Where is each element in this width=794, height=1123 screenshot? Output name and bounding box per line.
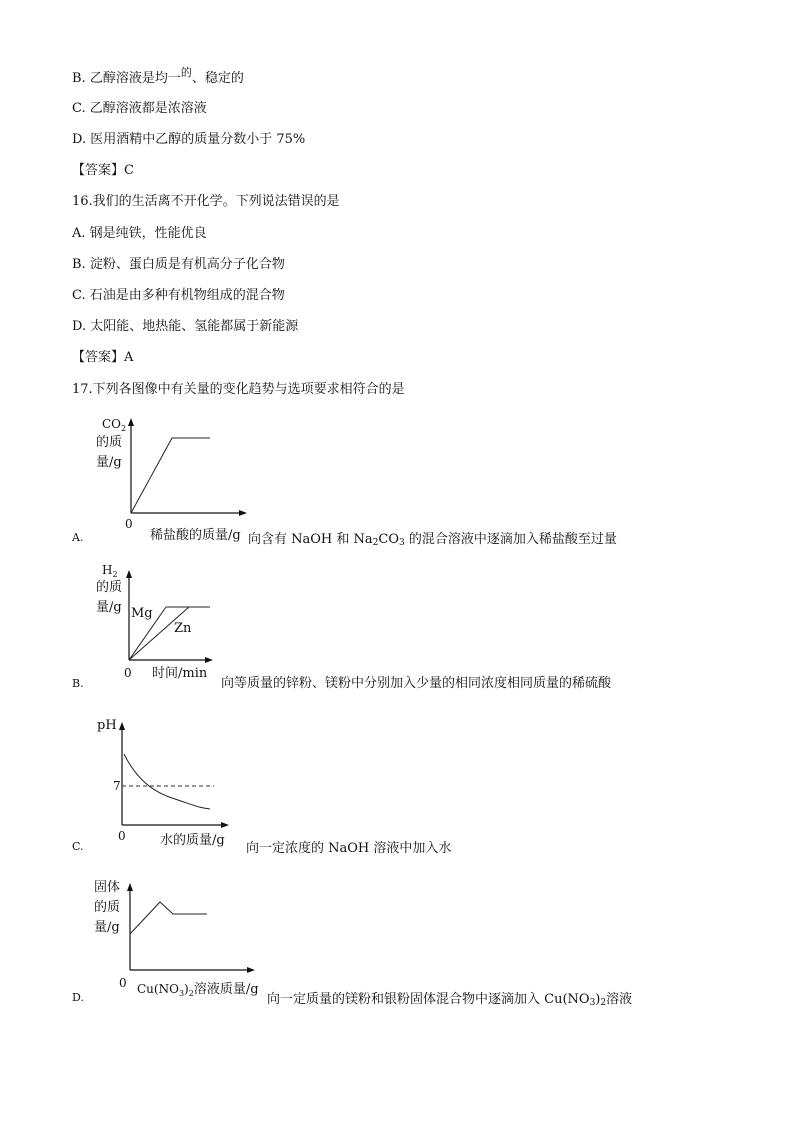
graph-c-ylabel: pH xyxy=(97,718,117,733)
graph-c-xlabel: 水的质量/g xyxy=(160,833,225,848)
q17-option-d-desc-text: 向一定质量的镁粉和银粉固体混合物中逐滴加入 Cu(NO xyxy=(267,992,590,1007)
q15-option-d: D. 医用酒精中乙醇的质量分数小于 75% xyxy=(72,132,306,147)
graph-c-origin: 0 xyxy=(118,829,126,843)
graph-b-origin: 0 xyxy=(124,666,132,680)
graph-b-y-arrow xyxy=(126,570,132,578)
graph-a-ylabel-1: $CO_2$ xyxy=(102,417,127,433)
graph-a-curve xyxy=(131,438,210,513)
graph-b-xlabel: 时间/min xyxy=(152,666,208,681)
graph-d-curve xyxy=(130,902,207,934)
q17-option-d-desc xyxy=(267,988,632,1008)
graph-d-ylabel-2: 的质 xyxy=(94,900,121,915)
q17-option-b-letter: B. xyxy=(72,677,84,690)
q15-option-c: C. 乙醇溶液都是浓溶液 xyxy=(72,101,207,116)
q15-option-b-text-end: 、稳定的 xyxy=(191,71,244,86)
graph-d-y-arrow xyxy=(127,883,133,891)
q17-option-d-desc-sub: 3 xyxy=(589,998,596,1008)
graph-d-ylabel-3: 量/g xyxy=(94,920,120,935)
q16-stem: 16.我们的生活离不开化学。下列说法错误的是 xyxy=(72,194,340,209)
q17-option-d-desc-paren: ) xyxy=(595,992,601,1007)
graph-a-ylabel-2: 的质 xyxy=(96,435,123,450)
graph-d-ylabel-1: 固体 xyxy=(94,880,121,895)
graph-c-x-arrow xyxy=(221,822,229,828)
q17-graph-d xyxy=(90,875,270,1005)
q15-option-b-text: B. 乙醇溶液是均一 xyxy=(72,71,181,86)
q17-option-a-desc-sub2: 3 xyxy=(399,538,405,548)
graph-d-x-arrow xyxy=(247,967,255,973)
q17-option-b-desc: 向等质量的锌粉、镁粉中分别加入少量的相同浓度相同质量的稀硫酸 xyxy=(221,676,612,691)
q17-option-d-desc-end: 溶液 xyxy=(606,992,633,1007)
q17-option-c-letter: C. xyxy=(72,840,84,853)
q16-option-b: B. 淀粉、蛋白质是有机高分子化合物 xyxy=(72,257,285,272)
q16-option-d: D. 太阳能、地热能、氢能都属于新能源 xyxy=(72,319,299,334)
graph-d-origin: 0 xyxy=(119,976,127,990)
q17-option-d-letter: D. xyxy=(72,991,84,1004)
q15-option-b xyxy=(72,66,244,88)
q17-option-a-desc-text: 向含有 NaOH 和 Na xyxy=(248,532,373,547)
q16-answer: 【答案】A xyxy=(72,350,134,365)
q17-option-a-desc xyxy=(248,528,617,548)
graph-b-series-zn: Zn xyxy=(174,621,192,636)
graph-d-xlabel: $Cu(NO_3)_2$溶液质量/g xyxy=(137,982,259,998)
graph-b-x-arrow xyxy=(205,657,213,663)
graph-a-origin: 0 xyxy=(125,517,133,531)
q15-answer: 【答案】C xyxy=(72,163,134,178)
graph-c-y-arrow xyxy=(119,722,125,730)
q17-option-a-desc-sub: 2 xyxy=(372,538,379,548)
graph-b-ylabel-3: 量/g xyxy=(96,600,122,615)
graph-a-xlabel: 稀盐酸的质量/g xyxy=(150,528,241,543)
graph-b-ylabel-2: 的质 xyxy=(96,580,123,595)
q17-option-a-desc-end: 的混合溶液中逐滴加入稀盐酸至过量 xyxy=(404,532,617,547)
q17-graph-a xyxy=(90,410,255,545)
q17-option-d-desc-sub2: 2 xyxy=(600,998,607,1008)
q17-stem: 17.下列各图像中有关量的变化趋势与选项要求相符合的是 xyxy=(72,382,405,397)
q17-option-a-desc-mid: CO xyxy=(378,532,399,547)
q16-option-c: C. 石油是由多种有机物组成的混合物 xyxy=(72,288,285,303)
graph-a-x-arrow xyxy=(239,510,247,516)
q17-option-a-letter: A. xyxy=(72,531,84,544)
q17-option-c-desc: 向一定浓度的 NaOH 溶液中加入水 xyxy=(246,841,452,856)
graph-a-ylabel-3: 量/g xyxy=(96,455,122,470)
graph-c-curve xyxy=(124,754,210,809)
q17-graph-c xyxy=(90,712,240,852)
q16-option-a: A. 钢是纯铁，性能优良 xyxy=(72,226,207,241)
graph-b-series-mg: Mg xyxy=(131,606,153,621)
graph-a-y-arrow xyxy=(128,418,134,426)
graph-b-ylabel-1: $H_2$ xyxy=(102,563,118,579)
q15-option-b-sup: 的 xyxy=(180,66,192,79)
q17-graph-b xyxy=(90,560,220,685)
graph-c-tick-7: 7 xyxy=(113,779,121,793)
